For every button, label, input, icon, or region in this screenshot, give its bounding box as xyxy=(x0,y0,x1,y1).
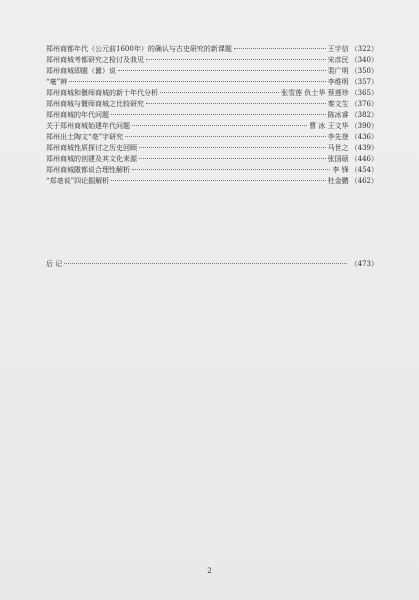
dot-leader xyxy=(234,48,326,49)
toc-entry-author: 陈冰睿 xyxy=(327,111,349,119)
toc-entry-title: 郑州商城的年代问题 xyxy=(46,111,109,119)
dot-leader xyxy=(118,70,326,71)
toc-entry-page: （357） xyxy=(350,78,378,86)
toc-entry-title: “郑亳说”四论掘解析 xyxy=(46,177,110,185)
toc-entry-author: 马世之 xyxy=(327,144,349,152)
toc-entry-title: 郑州商城即隞（囂）说 xyxy=(46,67,116,75)
dot-leader xyxy=(139,147,326,148)
toc-entry xyxy=(46,110,378,121)
page-number: 2 xyxy=(207,567,212,575)
toc-entry-page: （436） xyxy=(350,133,378,141)
toc-entry-title: 郑州商城的创建及其文化来源 xyxy=(46,155,137,163)
toc-entry-page: （365） xyxy=(350,89,378,97)
toc-entry-page: （390） xyxy=(350,122,378,130)
dot-leader xyxy=(64,263,346,264)
toc-entry-author: 李维明 xyxy=(327,78,349,86)
toc-entry-page: （322） xyxy=(350,45,378,53)
toc-entry-page: （376） xyxy=(350,100,378,108)
dot-leader xyxy=(160,92,279,93)
toc-entry-page: （340） xyxy=(350,56,378,64)
dot-leader xyxy=(111,114,326,115)
toc-entry-author: 裴广明 xyxy=(327,67,349,75)
toc-entry-title: 郑州商都年代（公元前1600年）的确认与古史研究的新课题 xyxy=(46,45,232,53)
toc-entry-title: 郑州商城性质探讨之历史回顾 xyxy=(46,144,137,152)
dot-leader xyxy=(146,59,326,60)
dot-leader xyxy=(132,125,307,126)
toc-entry xyxy=(46,143,378,154)
toc-entry-page: （473） xyxy=(350,260,378,268)
toc-entry-author: 李先登 xyxy=(327,133,349,141)
dot-leader xyxy=(139,158,326,159)
toc-entry-author: 曹 冰 王文华 xyxy=(309,122,349,130)
toc-entry xyxy=(46,176,378,187)
toc-entry-title: 关于郑州商城始建年代问题 xyxy=(46,122,130,130)
toc-entry-author: 杜金鹏 xyxy=(327,177,349,185)
dot-leader xyxy=(69,81,325,82)
toc-entry xyxy=(46,132,378,143)
toc-entry-afterword xyxy=(46,259,378,270)
toc-entry xyxy=(46,66,378,77)
toc-entry-page: （350） xyxy=(350,67,378,75)
toc-entry xyxy=(46,121,378,132)
toc-entry-author: 李 锋 xyxy=(332,166,349,174)
dot-leader xyxy=(111,180,325,181)
toc-entry-author: 张雪莲 仇士华 蔡莲珍 xyxy=(281,89,349,97)
toc-entry-title: 郑州商城考都研究之检讨及我见 xyxy=(46,56,144,64)
dot-leader xyxy=(125,136,325,137)
toc-entry-author: 张国硕 xyxy=(327,155,349,163)
toc-entry-page: （439） xyxy=(350,144,378,152)
toc-entry-title: 后 记 xyxy=(46,260,63,268)
toc-entry xyxy=(46,154,378,165)
toc-entry-title: “毫”辨 xyxy=(46,78,68,86)
toc-entry-author: 王宇信 xyxy=(327,45,349,53)
toc-entry-page: （382） xyxy=(350,111,378,119)
dot-leader xyxy=(146,103,326,104)
toc-entry xyxy=(46,77,378,88)
toc-entry xyxy=(46,44,378,55)
toc-entry xyxy=(46,55,378,66)
toc-entry-title: 郑州出土陶文“亳”字研究 xyxy=(46,133,124,141)
toc-entry-title: 郑州商城和偃师商城的新十年代分析 xyxy=(46,89,158,97)
toc-entry-page: （446） xyxy=(350,155,378,163)
table-of-contents xyxy=(46,44,378,187)
toc-entry-title: 郑州商城与偃师商城之比较研究 xyxy=(46,100,144,108)
toc-entry xyxy=(46,99,378,110)
toc-entry xyxy=(46,88,378,99)
toc-entry-title: 郑州商城隞都说合理性解析 xyxy=(46,166,130,174)
toc-entry-page: （454） xyxy=(350,166,378,174)
toc-entry-author: 秦文生 xyxy=(327,100,349,108)
toc-entry-page: （462） xyxy=(350,177,378,185)
dot-leader xyxy=(132,169,330,170)
toc-entry-author: 宋彦民 xyxy=(327,56,349,64)
toc-entry xyxy=(46,165,378,176)
